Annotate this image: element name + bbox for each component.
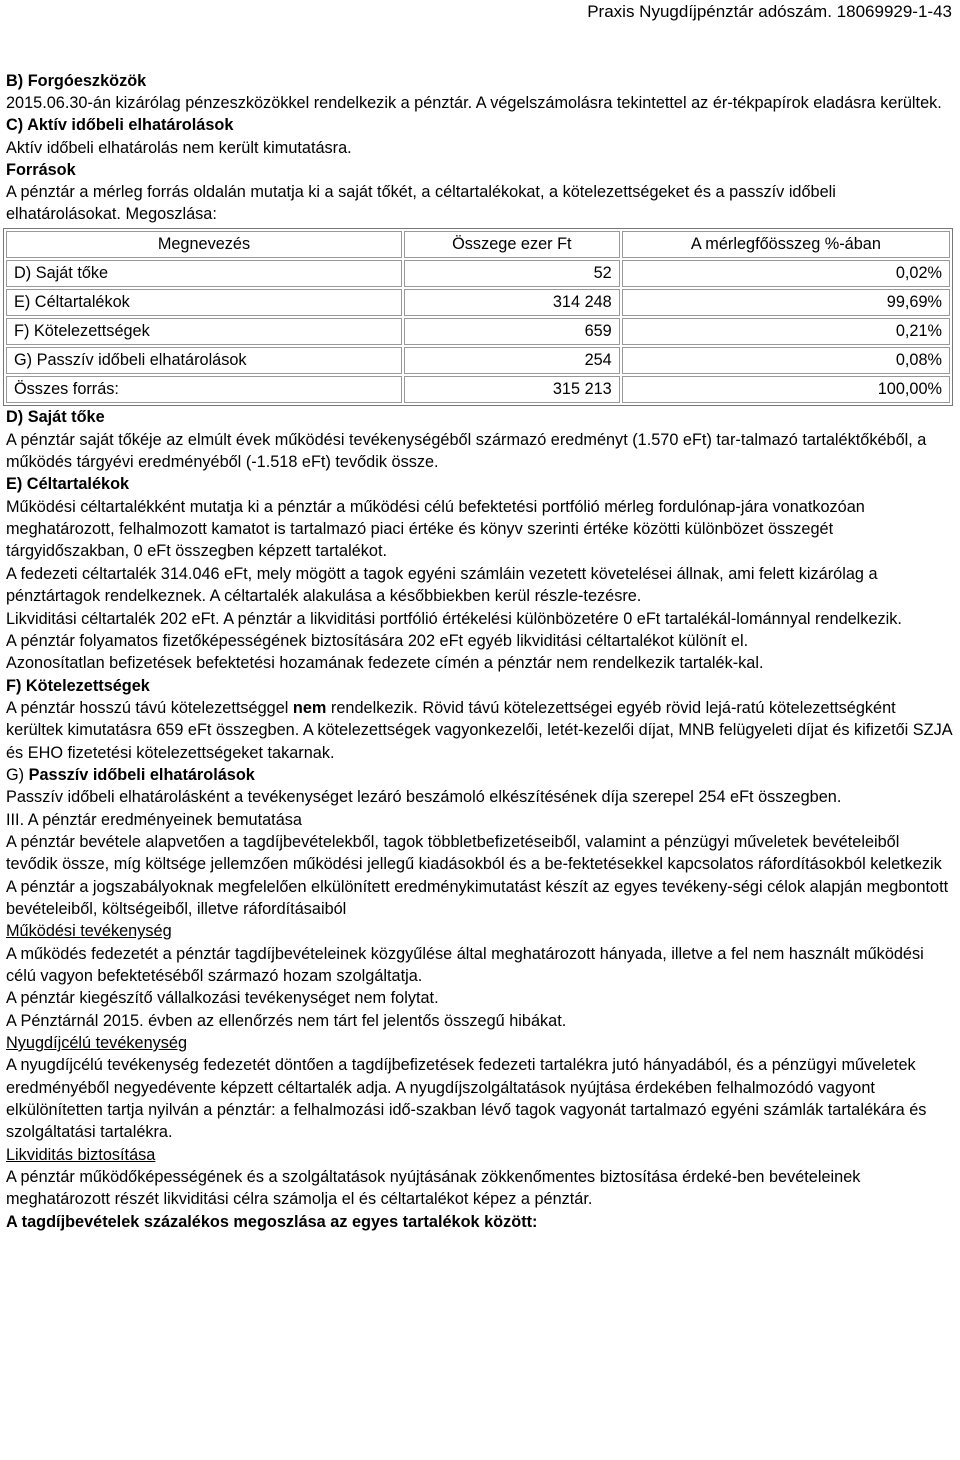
table-row	[6, 318, 950, 345]
mukodesi-para-1: A működés fedezetét a pénztár tagdíjbevételeinek közgyűlése által meghatározott hányada, illetve a fel nem használt működési célú vagyon befektetéséből származó hozam szolgáltatja.	[6, 944, 924, 986]
mukodesi-title: Működési tevékenység	[6, 922, 172, 941]
table-total-row	[6, 376, 950, 403]
table-cell-percent: 100,00%	[622, 376, 950, 403]
table-row	[6, 289, 950, 316]
g-text: Passzív időbeli elhatárolásként a tevékenységet lezáró beszámoló elkészítésének díja szerepel 254 eFt összegben.	[6, 788, 842, 807]
e-para-2: A fedezeti céltartalék 314.046 eFt, mely mögött a tagok egyéni számláin vezetett követelései állnak, ami felett kizárólag a pénztártagok rendelkeznek. A céltartalék alakulása a későbbiekben kerül részle-tezésre.	[6, 564, 878, 606]
table-cell-amount: 314 248	[404, 289, 620, 316]
f-text-b: rendelkezik. Rövid távú kötelezettségei egyéb rövid lejá-ratú kötelezettségként kerültek kimutatásra 659 eFt összegben. A kötelezettségek vagyonkezelői, letét-kezelői díjat, MNB felügyeleti díjat és kifizetői SZJA és EHO fizetetési kötelezettségeket takarnak.	[6, 698, 952, 762]
table-cell-name: D) Saját tőke	[6, 260, 402, 287]
page-header: Praxis Nyugdíjpénztár adószám. 18069929-1-43	[587, 2, 952, 21]
sections-block	[6, 406, 952, 1233]
iii-para-1: A pénztár bevétele alapvetően a tagdíjbevételekből, tagok többletbefizetéseiből, valamint a pénzügyi műveletek bevételeiből tevődik össze, míg költsége jellemzően működési jellegű kiadásokból és a be-fektetésekkel kapcsolatos ráfordításokból keletkezik	[6, 832, 942, 874]
table-cell-amount: 254	[404, 347, 620, 374]
section-b-title: B) Forgóeszközök	[6, 72, 147, 90]
forrasok-text: A pénztár a mérleg forrás oldalán mutatja ki a saját tőkét, a céltartalékokat, a kötelezettségeket és a passzív időbeli elhatárolásokat. Megoszlása:	[6, 183, 836, 224]
f-text-a: A pénztár hosszú távú kötelezettséggel	[6, 698, 293, 717]
section-b-text: 2015.06.30-án kizárólag pénzeszközökkel rendelkezik a pénztár. A végelszámolásra tekintettel az ér-tékpapírok eladásra kerültek.	[6, 94, 942, 113]
table-cell-name: F) Kötelezettségek	[6, 318, 402, 345]
mukodesi-para-2: A pénztár kiegészítő vállalkozási tevékenységet nem folytat.	[6, 989, 439, 1008]
table-cell-percent: 0,02%	[622, 260, 950, 287]
g-prefix: G)	[6, 765, 29, 784]
table-cell-percent: 99,69%	[622, 289, 950, 316]
nyugdij-title: Nyugdíjcélú tevékenység	[6, 1034, 188, 1053]
e-para-5: Azonosítatlan befizetések befektetési hozamának fedezete címén a pénztár nem rendelkezik tartalék-kal.	[6, 654, 764, 673]
table-cell-name: Összes forrás:	[6, 376, 402, 403]
table-cell-amount: 659	[404, 318, 620, 345]
table-row	[6, 260, 950, 287]
forrasok-title: Források	[6, 160, 76, 179]
table-header-cell: A mérlegfőösszeg %-ában	[622, 231, 950, 258]
likviditas-title: Likviditás biztosítása	[6, 1145, 156, 1164]
table-cell-name: G) Passzív időbeli elhatárolások	[6, 347, 402, 374]
table-cell-percent: 0,08%	[622, 347, 950, 374]
nyugdij-para-1: A nyugdíjcélú tevékenység fedezetét döntően a tagdíjbefizetések fedezeti tartalékra jutó hányadából, és a pénzügyi műveletek eredményéből negyedévente képzett céltartalék adja. A nyugdíjszolgáltatások nyújtása érdekében felhalmozódó vagyont elkülönítetten tartja nyilván a pénztár: a felhalmozási idő-szakban lévő tagok vagyonát tartalmazó egyéni számlák tartalékára és szolgáltatási tartalékra.	[6, 1056, 927, 1142]
f-text	[6, 697, 952, 764]
e-para-3: Likviditási céltartalék 202 eFt. A pénztár a likviditási portfólió értékelési különbözetére 0 eFt tartalékál-lománnyal rendelkezik.	[6, 609, 902, 628]
e-title: E) Céltartalékok	[6, 475, 130, 494]
table-cell-percent: 0,21%	[622, 318, 950, 345]
sources-table	[3, 228, 953, 406]
e-para-1: Működési céltartalékként mutatja ki a pénztár a működési célú befektetési portfólió mérleg fordulónap-jára vonatkozóan meghatározott, felhalmozott kamatot is tartalmazó piaci értéke és könyv szerinti értéke közötti különbözet összegét tárgyidőszakban, 0 eFt összegben képzett tartalékot.	[6, 497, 865, 561]
intro-block	[6, 70, 952, 225]
table-cell-amount: 315 213	[404, 376, 620, 403]
section-c-text: Aktív időbeli elhatárolás nem került kimutatásra.	[6, 138, 352, 157]
likviditas-para-1: A pénztár működőképességének és a szolgáltatások nyújtásának zökkenőmentes biztosítása érdeké-ben bevételeinek meghatározott részét likviditási célra számolja el és céltartalékot képez a pénztár.	[6, 1168, 861, 1209]
table-cell-name: E) Céltartalékok	[6, 289, 402, 316]
section-c-title: C) Aktív időbeli elhatárolások	[6, 116, 234, 135]
table-header-cell: Összege ezer Ft	[404, 231, 620, 258]
g-title: Passzív időbeli elhatárolások	[28, 765, 255, 784]
iii-para-2: A pénztár a jogszabályoknak megfelelően elkülönített eredménykimutatást készít az egyes tevékeny-ségi célok alapján megbontott bevételeiből, költségeiből, illetve ráfordításaiból	[6, 877, 949, 918]
f-text-bold: nem	[292, 698, 327, 717]
f-title: F) Kötelezettségek	[6, 676, 150, 695]
document-body	[6, 70, 952, 1233]
g-title-line	[6, 764, 952, 786]
table-header-row	[6, 231, 950, 258]
d-text: A pénztár saját tőkéje az elmúlt évek működési tevékenységéből származó eredményt (1.570 eFt) tar-talmazó tartaléktőkéből, a működés tárgyévi eredményéből (-1.518 eFt) tevődik össze.	[6, 430, 927, 472]
d-title: D) Saját tőke	[6, 408, 105, 427]
mukodesi-para-3: A Pénztárnál 2015. évben az ellenőrzés nem tárt fel jelentős összegű hibákat.	[6, 1011, 567, 1030]
last-bold-line: A tagdíjbevételek százalékos megoszlása az egyes tartalékok között:	[6, 1212, 538, 1231]
e-para-4: A pénztár folyamatos fizetőképességének biztosítására 202 eFt egyéb likviditási céltartalékot különít el.	[6, 631, 749, 650]
table-cell-amount: 52	[404, 260, 620, 287]
table-row	[6, 347, 950, 374]
table-header-cell: Megnevezés	[6, 231, 402, 258]
iii-title: III. A pénztár eredményeinek bemutatása	[6, 810, 302, 829]
